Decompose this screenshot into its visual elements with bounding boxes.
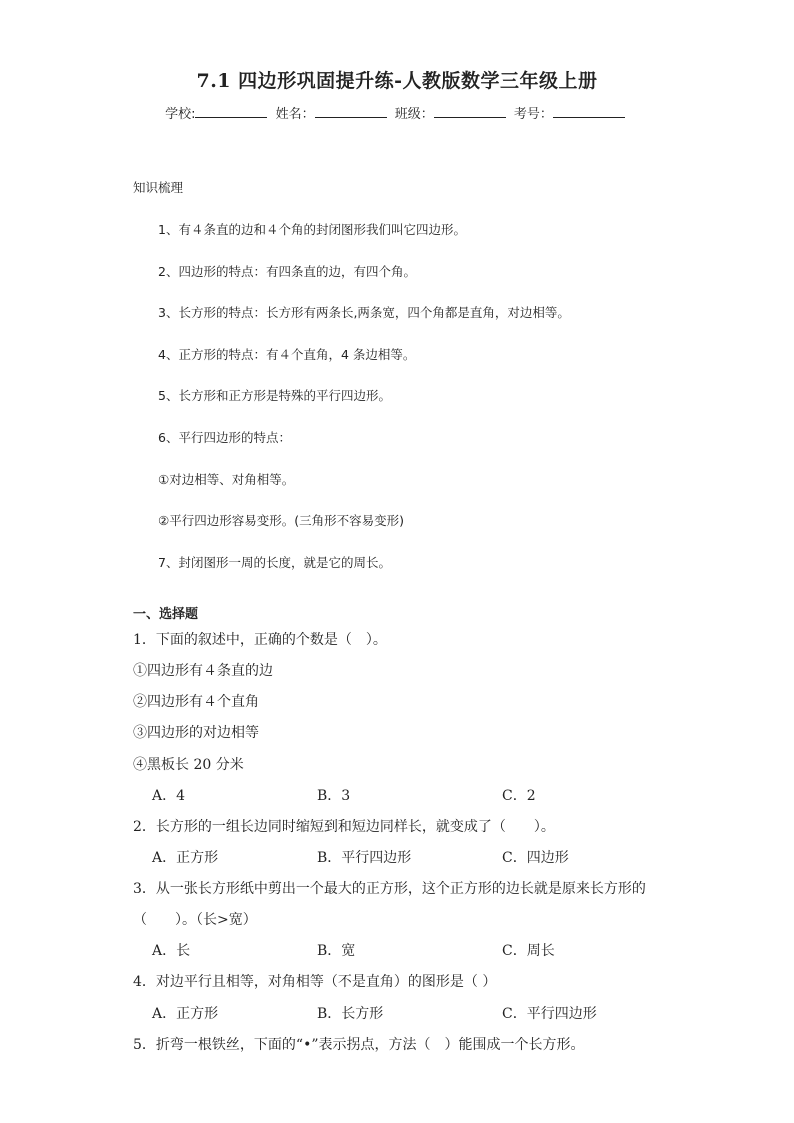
exam-number-blank[interactable] bbox=[553, 105, 625, 118]
knowledge-point: 6、平行四边形的特点： bbox=[158, 430, 291, 445]
school-blank[interactable] bbox=[195, 105, 267, 118]
question-5-stem: 5．折弯一根铁丝，下面的“•”表示拐点，方法（ ）能围成一个长方形。 bbox=[133, 1037, 585, 1053]
knowledge-heading: 知识梳理 bbox=[133, 180, 184, 195]
question-2-option-b[interactable]: B．平行四边形 bbox=[317, 850, 412, 866]
class-blank[interactable] bbox=[434, 105, 506, 118]
knowledge-point: 1、有４条直的边和４个角的封闭图形我们叫它四边形。 bbox=[158, 222, 466, 237]
knowledge-point: ①对边相等、对角相等。 bbox=[158, 472, 295, 487]
knowledge-point: ②平行四边形容易变形。(三角形不容易变形) bbox=[158, 513, 404, 528]
question-1-statement: ①四边形有４条直的边 bbox=[133, 663, 273, 679]
question-3-stem-continued: （ ）。（长>宽） bbox=[133, 912, 257, 928]
knowledge-point: 2、四边形的特点：有四条直的边，有四个角。 bbox=[158, 264, 416, 279]
exam-number-label: 考号： bbox=[513, 107, 553, 122]
section-heading-choice: 一、选择题 bbox=[133, 607, 199, 622]
question-2-stem: 2．长方形的一组长边同时缩短到和短边同样长，就变成了（ ）。 bbox=[133, 819, 555, 835]
knowledge-point: 4、正方形的特点：有４个直角，4 条边相等。 bbox=[158, 347, 416, 362]
knowledge-point: 7、封闭图形一周的长度，就是它的周长。 bbox=[158, 555, 391, 570]
question-1-stem: 1．下面的叙述中，正确的个数是（ ）。 bbox=[133, 632, 387, 648]
question-2-option-a[interactable]: A．正方形 bbox=[152, 850, 219, 866]
knowledge-point: 5、长方形和正方形是特殊的平行四边形。 bbox=[158, 388, 391, 403]
question-1-option-b[interactable]: B．3 bbox=[317, 788, 351, 804]
question-3-option-a[interactable]: A．长 bbox=[152, 943, 191, 959]
question-3-option-b[interactable]: B．宽 bbox=[317, 943, 356, 959]
question-3-option-c[interactable]: C．周长 bbox=[502, 943, 555, 959]
question-1-option-a[interactable]: A．4 bbox=[152, 788, 186, 804]
question-4-option-a[interactable]: A．正方形 bbox=[152, 1006, 219, 1022]
question-4-option-b[interactable]: B．长方形 bbox=[317, 1006, 384, 1022]
class-label: 班级： bbox=[394, 107, 434, 122]
question-1-statement: ②四边形有４个直角 bbox=[133, 694, 259, 710]
question-1-statement: ③四边形的对边相等 bbox=[133, 725, 259, 741]
name-label: 姓名： bbox=[275, 107, 315, 122]
name-blank[interactable] bbox=[315, 105, 387, 118]
question-2-option-c[interactable]: C．四边形 bbox=[502, 850, 569, 866]
question-1-statement: ④黑板长 20 分米 bbox=[133, 757, 244, 773]
question-4-stem: 4．对边平行且相等，对角相等（不是直角）的图形是（ ） bbox=[133, 974, 497, 990]
student-info-line bbox=[0, 103, 794, 122]
knowledge-point: 3、长方形的特点：长方形有两条长,两条宽，四个角都是直角，对边相等。 bbox=[158, 305, 570, 320]
question-3-stem: 3．从一张长方形纸中剪出一个最大的正方形，这个正方形的边长就是原来长方形的 bbox=[133, 881, 646, 897]
question-4-option-c[interactable]: C．平行四边形 bbox=[502, 1006, 597, 1022]
page-title: 7.1 四边形巩固提升练-人教版数学三年级上册 bbox=[196, 70, 598, 92]
question-1-option-c[interactable]: C．2 bbox=[502, 788, 536, 804]
school-label: 学校: bbox=[165, 107, 196, 122]
